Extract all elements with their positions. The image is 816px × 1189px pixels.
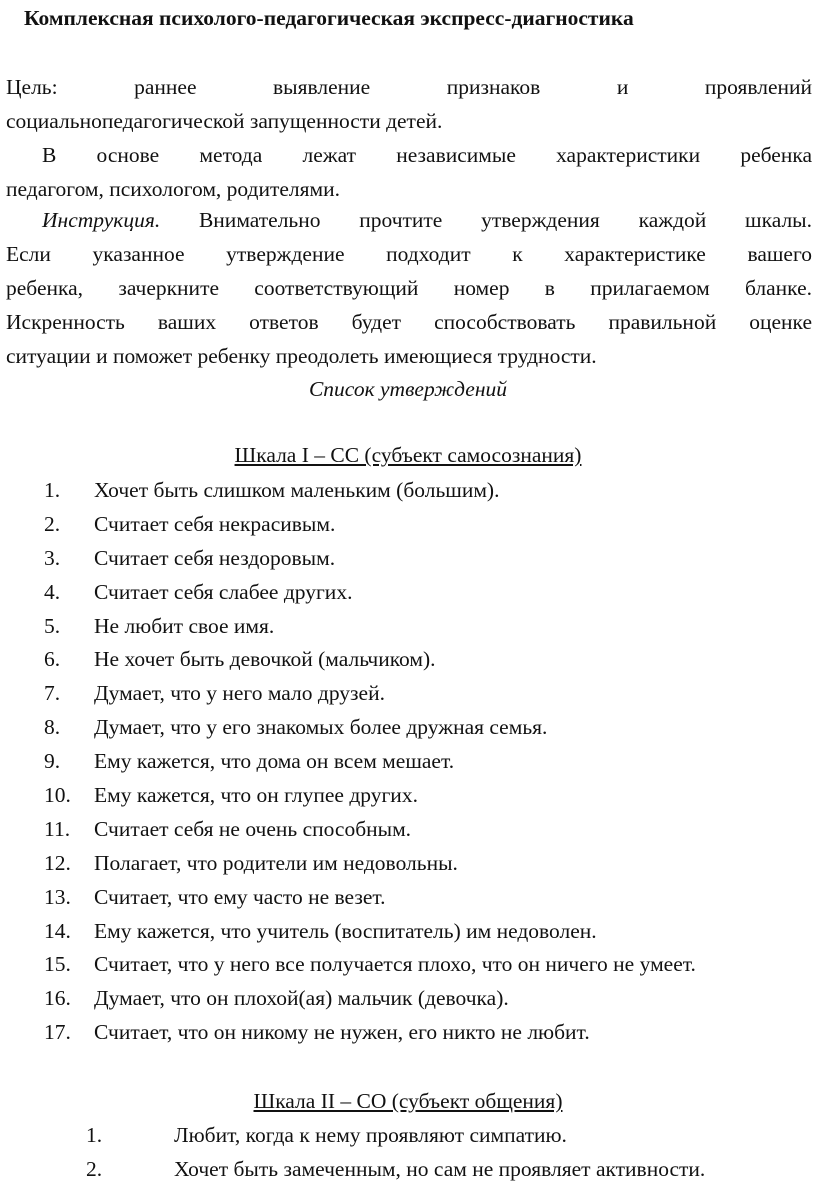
list-item: 1. Любит, когда к нему проявляют симпатию. <box>86 1123 567 1147</box>
method-paragraph <box>6 138 812 206</box>
scale1-heading: Шкала I – СС (субъект самосознания) <box>234 443 582 467</box>
goal-line-2: социальнопедагогической запущенности детей. <box>6 109 443 133</box>
list-item: 16. Думает, что он плохой(ая) мальчик (девочка). <box>44 986 509 1011</box>
goal-paragraph <box>6 70 812 138</box>
list-item: 8. Думает, что у его знакомых более дружная семья. <box>44 715 548 740</box>
list-item: 9. Ему кажется, что дома он всем мешает. <box>44 749 455 774</box>
method-line-1: В основе метода лежат независимые характеристики ребенка <box>42 143 812 167</box>
document-title: Комплексная психолого-педагогическая экспресс-диагностика <box>24 6 634 30</box>
instruction-paragraph <box>6 203 812 373</box>
list-item: 11. Считает себя не очень способным. <box>44 816 412 841</box>
list-item: 7. Думает, что у него мало друзей. <box>44 681 385 706</box>
list-item: 2. Считает себя некрасивым. <box>44 511 336 536</box>
scale1-list <box>0 476 816 1052</box>
list-item: 3. Считает себя нездоровым. <box>44 545 336 570</box>
method-line-2: педагогом, психологом, родителями. <box>6 177 341 201</box>
list-item: 6. Не хочет быть девочкой (мальчиком). <box>44 647 436 672</box>
scale2-heading: Шкала II – СО (субъект общения) <box>253 1089 563 1113</box>
list-item: 4. Считает себя слабее других. <box>44 579 353 604</box>
instruction-line-3: ребенка, зачеркните соответствующий номер в прилагаемом бланке. <box>6 276 812 300</box>
list-item: 12. Полагает, что родители им недовольны. <box>44 850 458 875</box>
instruction-line-4: Искренность ваших ответов будет способствовать правильной оценке <box>6 310 812 334</box>
instruction-label: Инструкция. <box>42 208 161 232</box>
list-item: 2. Хочет быть замеченным, но сам не проявляет активности. <box>86 1156 706 1181</box>
scale2-list <box>0 1121 816 1189</box>
list-item: 15. Считает, что у него все получается плохо, что он ничего не умеет. <box>44 952 696 977</box>
instruction-line-2: Если указанное утверждение подходит к характеристике вашего <box>6 242 812 266</box>
list-item: 1. Хочет быть слишком маленьким (большим). <box>44 478 500 502</box>
instruction-line-1: Инструкция. Внимательно прочтите утверждения каждой шкалы. <box>42 208 812 232</box>
list-item: 14. Ему кажется, что учитель (воспитатель) им недоволен. <box>44 918 597 943</box>
goal-label: Цель: <box>6 75 58 99</box>
list-item: 10. Ему кажется, что он глупее других. <box>44 783 418 808</box>
statements-heading: Список утверждений <box>308 377 508 401</box>
goal-line-1: Цель: раннее выявление признаков и проявлений <box>6 75 813 99</box>
list-item: 13. Считает, что ему часто не везет. <box>44 884 386 909</box>
instruction-line-5: ситуации и поможет ребенку преодолеть имеющиеся трудности. <box>6 344 597 368</box>
list-item: 17. Считает, что он никому не нужен, его никто не любит. <box>44 1020 590 1045</box>
list-item: 5. Не любит свое имя. <box>44 613 275 638</box>
